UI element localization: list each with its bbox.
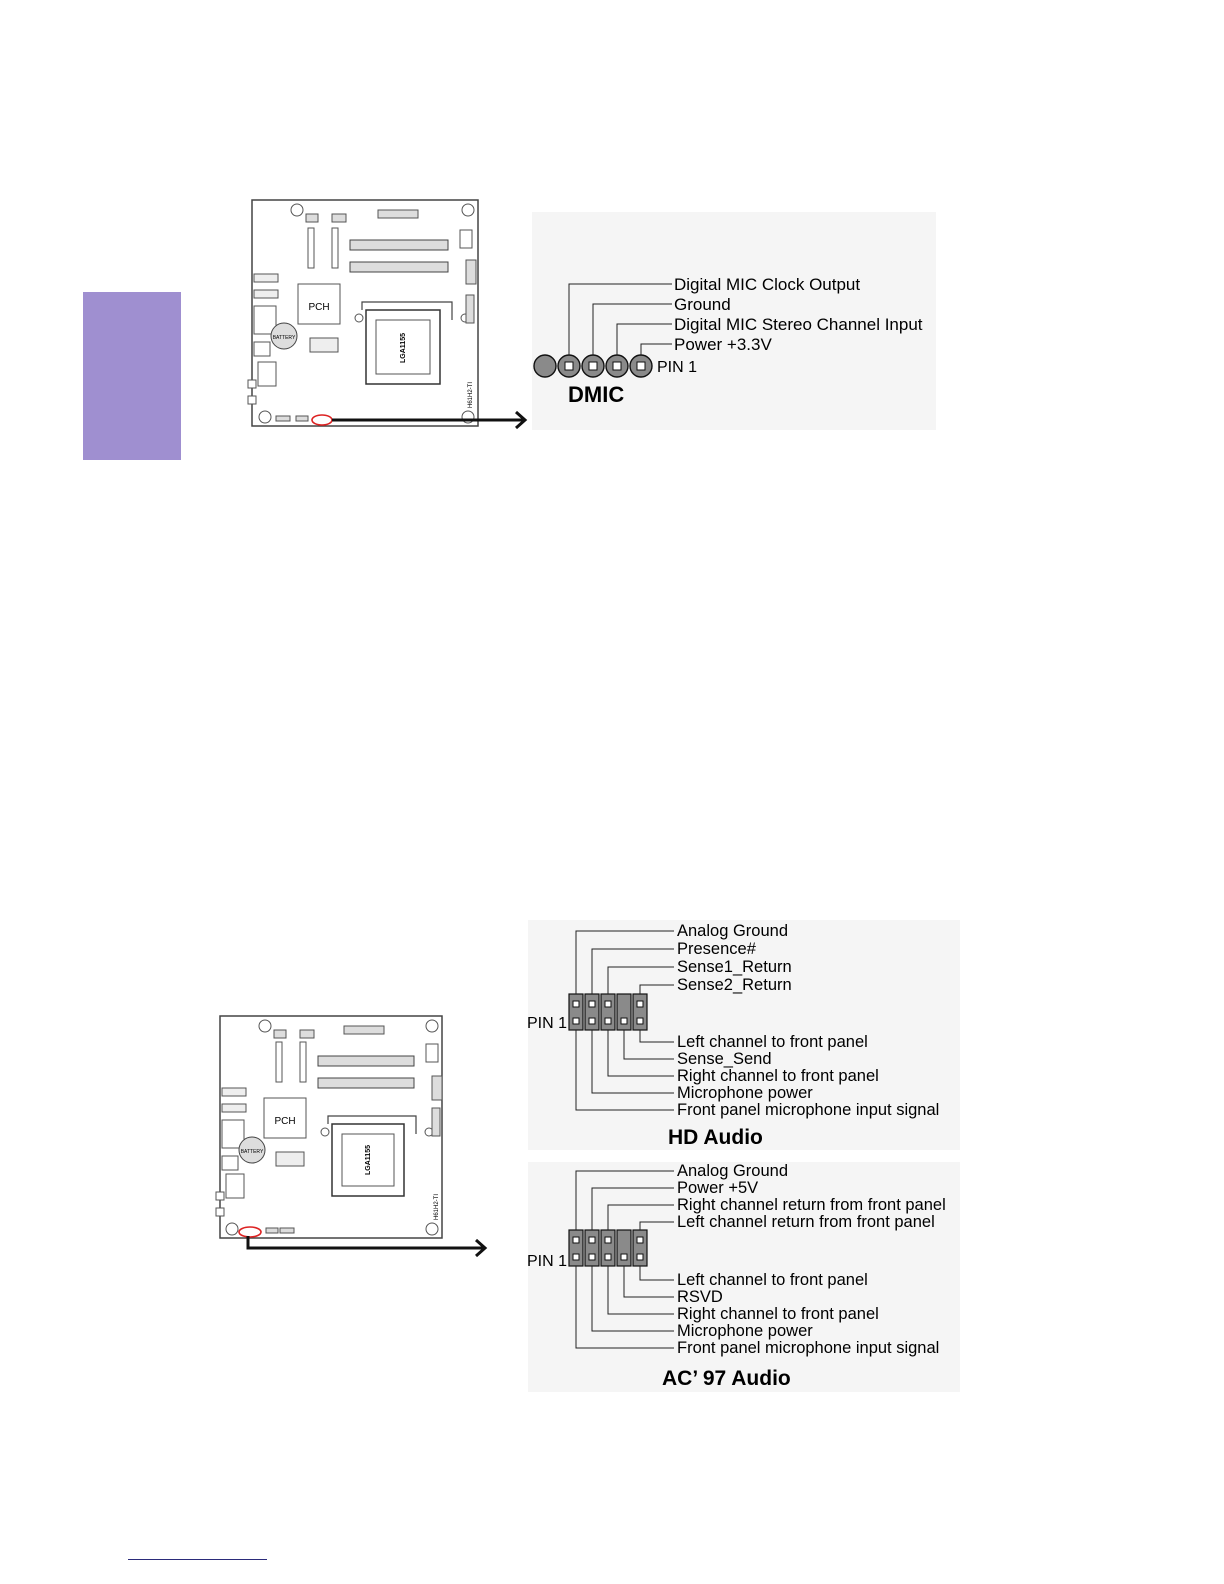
- hd-pin-label-sense2-return: Sense2_Return: [677, 976, 792, 994]
- hd-pin-label-sense-send: Sense_Send: [677, 1050, 772, 1068]
- dmic-pin-label-1: Digital MIC Clock Output: [674, 275, 861, 294]
- dmic-title: DMIC: [568, 382, 625, 407]
- hd-pin-label-mic-power: Microphone power: [677, 1084, 813, 1102]
- ac97-pin-label-power-5v: Power +5V: [677, 1179, 759, 1197]
- dmic-pin1-label: PIN 1: [657, 359, 698, 376]
- socket-label-2: LGA1155: [365, 1145, 372, 1175]
- dmic-pin-label-4: Power +3.3V: [674, 335, 772, 354]
- dmic-figure: [240, 190, 960, 440]
- hd-audio-title: HD Audio: [668, 1126, 763, 1149]
- footer-rule: [128, 1559, 267, 1560]
- hd-pin-label-presence: Presence#: [677, 940, 756, 958]
- hd-pin-label-analog-ground: Analog Ground: [677, 922, 788, 940]
- hd-audio-pinout: [527, 920, 960, 1150]
- hd-pin-label-left-channel: Left channel to front panel: [677, 1033, 868, 1051]
- hd-pin1-label: PIN 1: [527, 1015, 568, 1032]
- battery-label: BATTERY: [272, 335, 296, 341]
- battery-label-2: BATTERY: [240, 1149, 264, 1155]
- dmic-pin-label-2: Ground: [674, 295, 731, 314]
- dmic-pin-label-3: Digital MIC Stereo Channel Input: [674, 315, 923, 334]
- chapter-tab: [83, 292, 181, 460]
- ac97-audio-title: AC’ 97 Audio: [662, 1367, 791, 1390]
- audio-figure: [210, 912, 970, 1397]
- board-model-label-2: H61H2-TI: [434, 1193, 440, 1220]
- ac97-pin-label-left-return: Left channel return from front panel: [677, 1213, 935, 1231]
- board-model-label: H61H2-TI: [468, 381, 474, 408]
- dmic-connector: [534, 355, 652, 377]
- hd-pin-label-sense1-return: Sense1_Return: [677, 958, 792, 976]
- hd-pin-label-right-channel: Right channel to front panel: [677, 1067, 879, 1085]
- socket-label: LGA1155: [400, 333, 407, 363]
- motherboard-diagram-bottom: [216, 1016, 442, 1238]
- pch-label: PCH: [308, 302, 330, 313]
- dmic-pinout: [532, 212, 936, 430]
- motherboard-diagram-top: [248, 200, 478, 426]
- ac97-pin-label-mic-input: Front panel microphone input signal: [677, 1339, 940, 1357]
- ac97-pin-label-analog-ground: Analog Ground: [677, 1162, 788, 1180]
- ac97-audio-pinout: [527, 1162, 960, 1392]
- ac97-pin-label-rsvd: RSVD: [677, 1288, 723, 1306]
- hd-pin-label-mic-input: Front panel microphone input signal: [677, 1101, 940, 1119]
- ac97-pin1-label: PIN 1: [527, 1253, 568, 1270]
- pch-label-2: PCH: [274, 1116, 296, 1127]
- ac97-pin-label-left-channel: Left channel to front panel: [677, 1271, 868, 1289]
- ac97-pin-label-right-channel: Right channel to front panel: [677, 1305, 879, 1323]
- ac97-pin-label-mic-power: Microphone power: [677, 1322, 813, 1340]
- ac97-audio-connector: [569, 1230, 647, 1266]
- ac97-pin-label-right-return: Right channel return from front panel: [677, 1196, 946, 1214]
- hd-audio-connector: [569, 994, 647, 1030]
